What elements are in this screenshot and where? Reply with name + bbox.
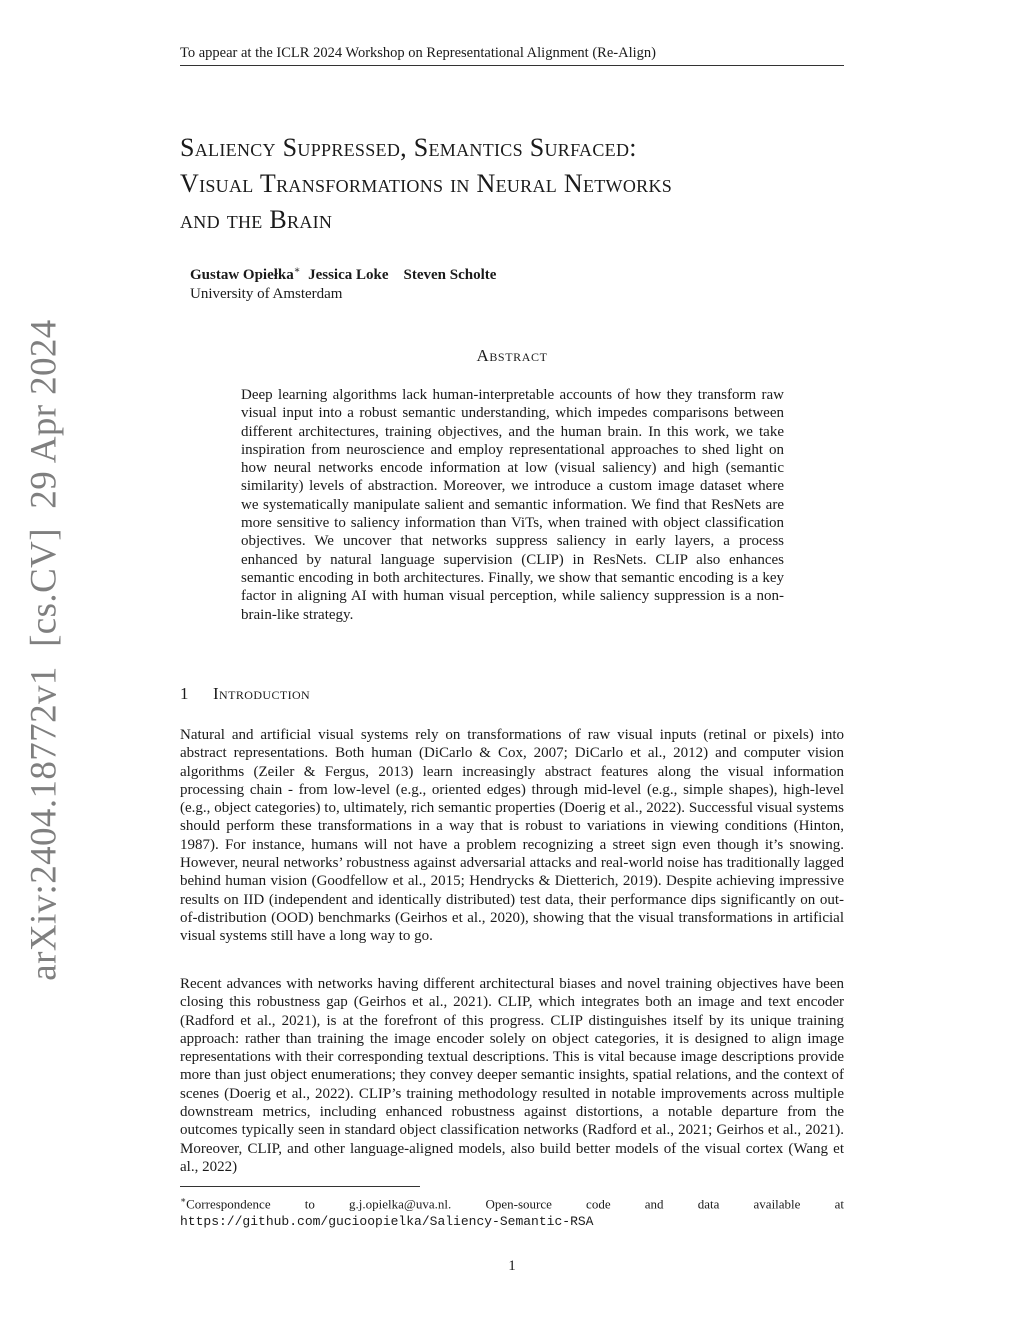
title-line-1: Saliency Suppressed, Semantics Surfaced: [180, 133, 637, 162]
footnote-rule [180, 1186, 420, 1187]
intro-paragraph-1: Natural and artificial visual systems rely on transformations of raw visual inputs (retinal or pixels) into abstract representations. Both human (DiCarlo & Cox, 2007; DiCarlo et al., 2012) and computer vision algorithms (Zeiler & Fergus, 2013) learn increasingly abstract features along the visual information processing chain - from low-level (e.g., oriented edges) through mid-level (e.g., simple shapes), high-level (e.g., object categories) to, ultimately, rich semantic properties (Doerig et al., 2022). Successful visual systems should perform these transformations in a way that is robust to variations in viewing conditions (Hinton, 1987). For instance, humans will not have a problem recognizing a street sign even though it’s snowing. However, neural networks’ robustness against adversarial attacks and real-world noise has traditionally lagged behind human vision (Goodfellow et al., 2015; Hendrycks & Dietterich, 2019). Despite achieving impressive results on IID (independent and identically distributed) test data, their performance dips significantly on out-of-distribution (OOD) benchmarks (Geirhos et al., 2020), showing that the visual transformations in artificial visual systems still have a long way to go. [180, 727, 844, 945]
arxiv-identifier-stamp: arXiv:2404.18772v1 [cs.CV] 29 Apr 2024 [23, 319, 65, 981]
footnote [180, 1192, 844, 1230]
footnote-text: Correspondence to g.j.opielka@uva.nl. Open-source code and data available at [186, 1196, 844, 1212]
page-number: 1 [508, 1258, 516, 1274]
paper-title [180, 130, 860, 238]
section-number: 1 [180, 684, 189, 703]
title-line-2: Visual Transformations in Neural Networks [180, 169, 673, 198]
section-title: Introduction [213, 684, 311, 703]
author-others: Jessica Loke Steven Scholte [308, 267, 497, 283]
footnote-link[interactable]: https://github.com/gucioopielka/Saliency-Semantic-RSA [180, 1214, 594, 1230]
author-block [190, 261, 496, 304]
title-line-3: and the Brain [180, 205, 333, 234]
section-heading-introduction [180, 684, 310, 704]
author-first: Gustaw Opiełka [190, 267, 294, 283]
abstract-heading: Abstract [476, 346, 548, 365]
author-footnote-marker: ∗ [293, 265, 301, 276]
abstract-text: Deep learning algorithms lack human-interpretable accounts of how they transform raw visual input into a robust semantic understanding, which impedes comparisons between different architectures, training objectives, and the human brain. In this work, we take inspiration from neuroscience and employ representational approaches to shed light on how neural networks encode information at low (visual saliency) and high (semantic similarity) levels of abstraction. Moreover, we introduce a custom image dataset where we systematically manipulate salient and semantic information. We find that ResNets are more sensitive to saliency information than ViTs, when trained with object classification objectives. We uncover that networks suppress saliency in early layers, a process enhanced by natural language supervision (CLIP) in ResNets. CLIP also enhances semantic encoding in both architectures. Finally, we show that semantic encoding is a key factor in aligning AI with human visual perception, while saliency suppression is a non-brain-like strategy. [241, 387, 784, 623]
footnote-marker: ∗ [180, 1195, 187, 1205]
author-names [190, 261, 496, 285]
affiliation: University of Amsterdam [190, 286, 343, 302]
running-header: To appear at the ICLR 2024 Workshop on Representational Alignment (Re-Align) [180, 44, 844, 66]
intro-paragraph-2: Recent advances with networks having different architectural biases and novel training objectives have been closing this robustness gap (Geirhos et al., 2021). CLIP, which integrates both an image and text encoder (Radford et al., 2021), is at the forefront of this progress. CLIP distinguishes itself by its unique training approach: rather than training the image encoder solely on object categories, it is designed to align image representations with their corresponding textual descriptions. This is vital because image descriptions provide more than just object enumerations; they convey deeper semantic insights, spatial relations, and the context of scenes (Doerig et al., 2022). CLIP’s training methodology resulted in notable improvements across multiple downstream metrics, including enhanced robustness against distortions, a notable departure from the outcomes typically seen in standard object classification networks (Radford et al., 2021; Geirhos et al., 2021). Moreover, CLIP, and other language-aligned models, also build better models of the visual cortex (Wang et al., 2022) [180, 976, 844, 1175]
